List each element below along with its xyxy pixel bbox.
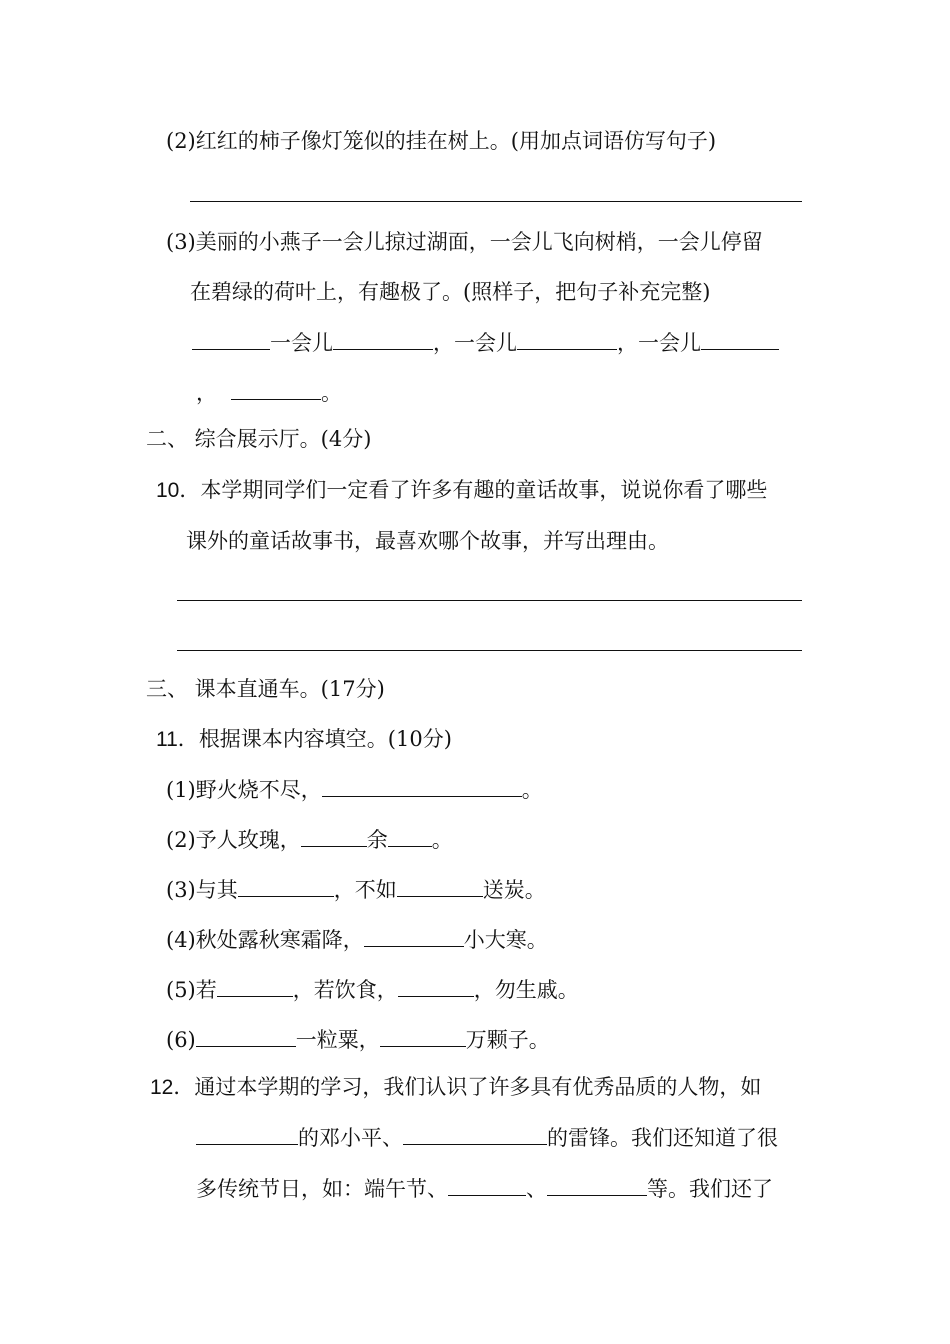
section-3-heading: 三、 课本直通车。(17分) [146, 677, 385, 701]
question-12-text-l2a: 的邓小平、 [298, 1126, 403, 1150]
part-1-text-a: (1)野火烧不尽， [166, 778, 322, 802]
item-3-blank-5[interactable] [231, 377, 321, 400]
question-12-text-l3c: 等。我们还了 [647, 1177, 773, 1201]
question-11-part-2 [166, 824, 453, 855]
question-11-part-6 [166, 1024, 550, 1055]
part-3-text-c: 送炭。 [482, 878, 546, 902]
item-3-prompt-line2: 在碧绿的荷叶上，有趣极了。(照样子，把句子补充完整) [190, 280, 711, 304]
part-6-text-b: 一粒粟， [295, 1028, 380, 1052]
item-3-fragment-c: ，一会儿 [617, 331, 701, 355]
part-3-blank-2[interactable] [397, 874, 483, 897]
item-3-fragment-b: ，一会儿 [433, 331, 517, 355]
question-10-answer-line-2[interactable] [177, 650, 802, 651]
item-3-prompt-line1: (3)美丽的小燕子一会儿掠过湖面，一会儿飞向树梢，一会儿停留 [166, 230, 763, 254]
question-12-blank-1[interactable] [196, 1122, 298, 1145]
question-10-line1 [156, 475, 767, 506]
item-2-answer-line[interactable] [190, 201, 802, 202]
question-10-answer-line-1[interactable] [177, 600, 802, 601]
question-12-line3 [196, 1173, 773, 1204]
question-12-text-l3a: 多传统节日，如：端午节、 [196, 1177, 448, 1201]
item-3-blank-1[interactable] [192, 327, 270, 350]
part-3-text-b: ，不如 [333, 878, 397, 902]
part-6-blank-2[interactable] [380, 1024, 466, 1047]
question-12-number: 12． [150, 1076, 195, 1099]
part-4-text-a: (4)秋处露秋寒霜降， [166, 928, 364, 952]
question-11-part-5 [166, 974, 579, 1005]
item-3-comma: ， [196, 381, 217, 405]
part-2-text-a: (2)予人玫瑰， [166, 828, 301, 852]
part-4-blank[interactable] [364, 924, 464, 947]
part-1-text-b: 。 [521, 778, 543, 802]
question-10-number: 10． [156, 479, 201, 502]
item-2-prompt: (2)红红的柿子像灯笼似的挂在树上。(用加点词语仿写句子) [166, 129, 717, 153]
part-5-blank-1[interactable] [217, 974, 293, 997]
item-3-fill-line-2 [196, 377, 342, 408]
part-6-blank-1[interactable] [196, 1024, 296, 1047]
part-5-blank-2[interactable] [398, 974, 474, 997]
item-3-blank-4[interactable] [701, 327, 779, 350]
question-12-text-line1: 通过本学期的学习，我们认识了许多具有优秀品质的人物，如 [194, 1075, 762, 1099]
question-12-blank-3[interactable] [448, 1173, 526, 1196]
question-10-text-line1: 本学期同学们一定看了许多有趣的童话故事，说说你看了哪些 [200, 478, 768, 502]
question-11-title: 根据课本内容填空。(10分) [198, 727, 452, 751]
question-12-line1 [150, 1072, 761, 1103]
part-2-text-b: 余 [366, 828, 388, 852]
question-12-blank-2[interactable] [403, 1122, 547, 1145]
part-2-blank-2[interactable] [388, 824, 432, 847]
part-6-text-c: 万颗子。 [465, 1028, 550, 1052]
question-10-text-line2: 课外的童话故事书，最喜欢哪个故事，并写出理由。 [186, 529, 669, 553]
part-3-text-a: (3)与其 [166, 878, 238, 902]
part-2-blank-1[interactable] [301, 824, 367, 847]
item-3-blank-3[interactable] [517, 327, 617, 350]
question-12-blank-4[interactable] [547, 1173, 647, 1196]
part-6-text-a: (6) [166, 1028, 196, 1052]
question-11-part-3 [166, 874, 546, 905]
part-5-text-b: ，若饮食， [292, 978, 398, 1002]
part-3-blank-1[interactable] [238, 874, 334, 897]
question-11-part-4 [166, 924, 548, 955]
question-11-number: 11． [156, 728, 199, 751]
section-2-heading: 二、 综合展示厅。(4分) [146, 427, 372, 451]
part-4-text-b: 小大寒。 [463, 928, 548, 952]
question-11-header [156, 724, 452, 755]
question-12-line2 [196, 1122, 778, 1153]
part-5-text-c: ，勿生戚。 [473, 978, 579, 1002]
question-12-text-l3b: 、 [526, 1177, 547, 1201]
item-3-fill-line [192, 327, 779, 358]
part-5-text-a: (5)若 [166, 978, 217, 1002]
part-2-text-c: 。 [431, 828, 453, 852]
part-1-blank[interactable] [322, 774, 522, 797]
item-3-fragment-a: 一会儿 [270, 331, 333, 355]
question-12-text-l2b: 的雷锋。我们还知道了很 [547, 1126, 778, 1150]
item-3-blank-2[interactable] [333, 327, 433, 350]
item-3-end: 。 [321, 381, 342, 405]
question-11-part-1 [166, 774, 543, 805]
